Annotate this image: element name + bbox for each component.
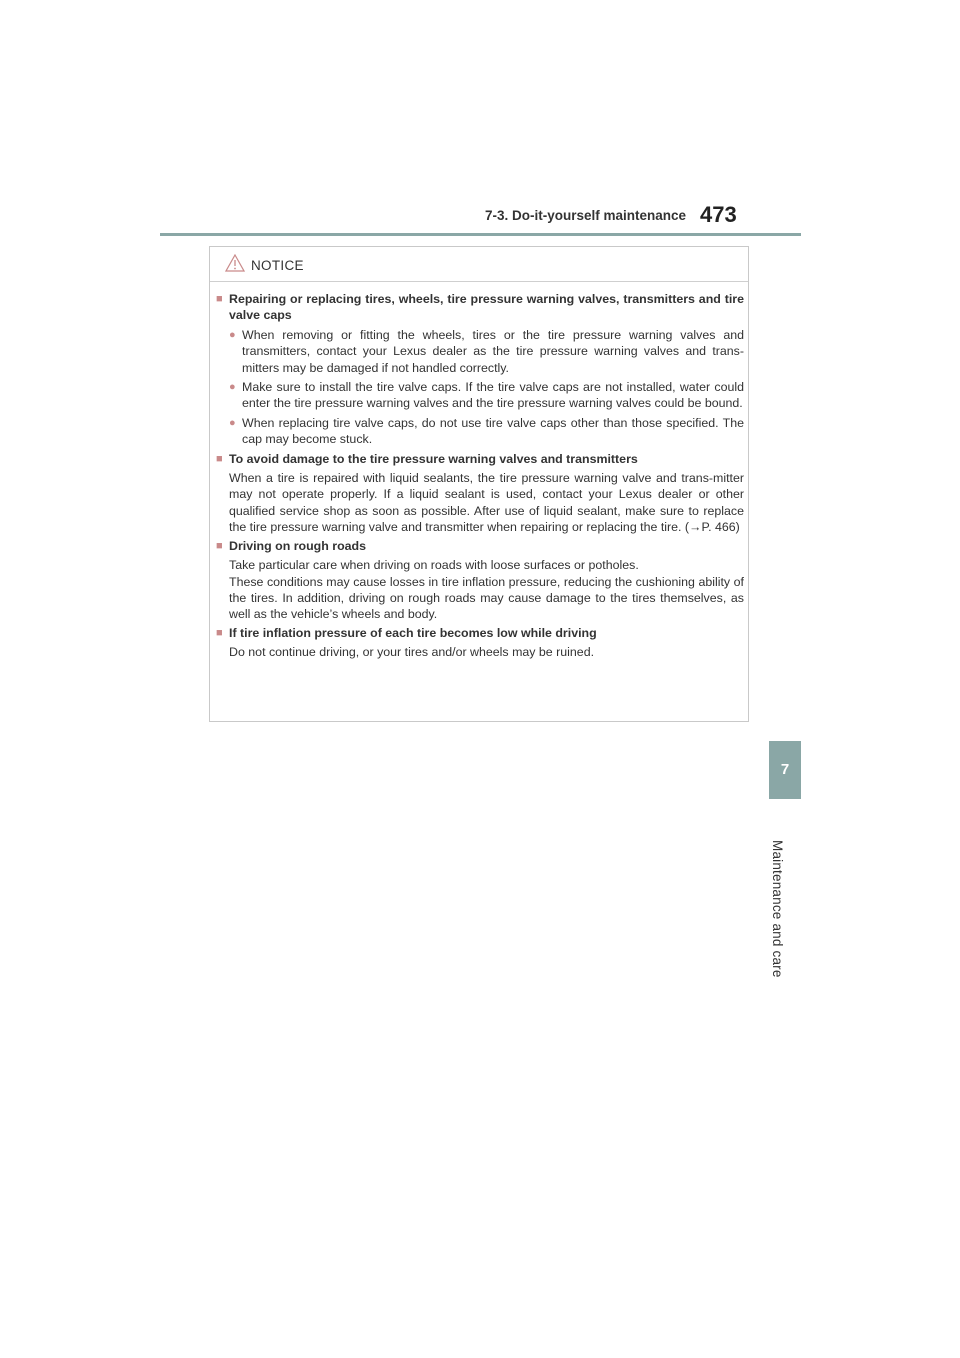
section-heading: To avoid damage to the tire pressure warning valves and transmitters — [229, 451, 638, 466]
page-number: 473 — [700, 202, 737, 227]
header-rule — [160, 233, 801, 236]
paragraph: Do not continue driving, or your tires and/or wheels may be ruined. — [229, 645, 595, 660]
square-bullet-icon: ■ — [216, 452, 223, 465]
square-bullet-icon: ■ — [216, 626, 223, 639]
notice-section — [216, 291, 744, 448]
list-item: ● Make sure to install the tire valve caps. If the tire valve caps are not installed, water could enter the tire pressure warning valves and the tire pressure warning valves could be bound. — [229, 380, 744, 411]
notice-header — [225, 255, 304, 275]
warning-triangle-icon — [225, 254, 245, 277]
round-bullet-icon: ● — [229, 328, 236, 341]
section-heading: Repairing or replacing tires, wheels, tire pressure warning valves, transmitters and tire valve caps — [229, 292, 744, 323]
notice-label: NOTICE — [251, 257, 304, 273]
chapter-title: Maintenance and care — [770, 840, 785, 978]
square-bullet-icon: ■ — [216, 539, 223, 552]
paragraph: These conditions may cause losses in tire inflation pressure, reducing the cushioning ability of the tires. In addition, driving on rough roads may cause damage to the tires themselves, as well as the vehicle’s wheels and body. — [229, 574, 744, 622]
notice-body — [216, 291, 744, 663]
paragraph: Take particular care when driving on roads with loose surfaces or potholes. — [229, 558, 639, 573]
notice-section — [216, 451, 744, 536]
notice-section — [216, 625, 744, 661]
square-bullet-icon: ■ — [216, 293, 223, 305]
section-title: 7-3. Do-it-yourself maintenance — [484, 208, 686, 223]
notice-section — [216, 538, 744, 623]
section-heading: If tire inflation pressure of each tire becomes low while driving — [229, 625, 597, 640]
notice-box — [209, 246, 749, 722]
round-bullet-icon: ● — [229, 381, 236, 394]
list-item: ● When removing or fitting the wheels, tires or the tire pressure warning valves and transmitters, contact your Lexus dealer as the tire pressure warning valves and trans-mitters may be damaged if not handled correctly. — [229, 327, 744, 375]
round-bullet-icon: ● — [229, 416, 236, 429]
notice-divider — [210, 281, 748, 282]
list-item: ● When replacing tire valve caps, do not use tire valve caps other than those specified. The cap may become stuck. — [229, 415, 744, 447]
paragraph: When a tire is repaired with liquid sealants, the tire pressure warning valve and trans-mitter may not operate properly. If a liquid sealant is used, contact your Lexus dealer or other qualified service shop as soon as possible. After use of liquid sealant, make sure to replace the tire pressure warning valve and transmitter when repairing or replacing the tire. (→P. 466) — [229, 471, 744, 535]
chapter-tab: 7 — [769, 741, 801, 799]
section-heading: Driving on rough roads — [229, 538, 366, 553]
